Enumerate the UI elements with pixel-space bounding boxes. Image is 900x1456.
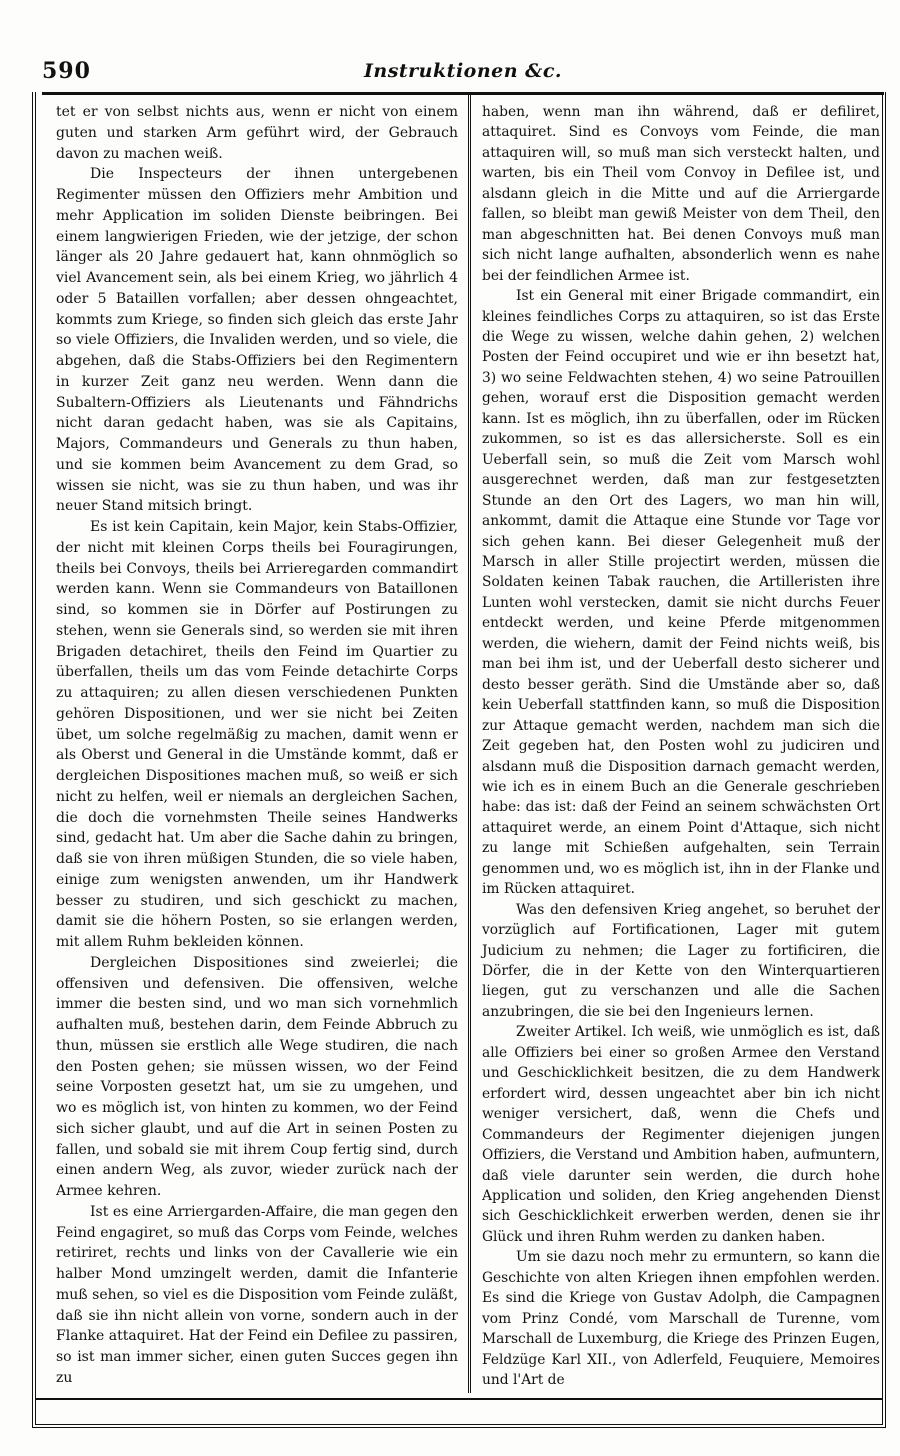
right-column (482, 102, 880, 1391)
left-paragraph-1: tet er von selbst nichts aus, wenn er nicht von einem guten und starken Arm geführt wird, der Gebrauch davon zu machen weiß. (56, 104, 458, 162)
left-column (56, 102, 458, 1389)
left-paragraph-3: Es ist kein Capitain, kein Major, kein Stabs-Offizier, der nicht mit kleinen Corps theils bei Fouragirungen, theils bei Convoys, theils bei Arrieregarden commandirt werden kann. Wenn sie Commandeurs von Bataillonen sind, so kommen sie in Dörfer auf Postirungen zu stehen, wenn sie Generals sind, so werden sie mit ihren Brigaden detachiret, theils den Feind im Quartier zu überfallen, theils um das vom Feinde detachirte Corps zu attaquiren; zu allen diesen verschiedenen Punkten gehören Dispositionen, und wer sie nicht bei Zeiten übet, um solche regelmäßig zu machen, damit wenn er als Oberst und General in die Umstände kommt, daß er dergleichen Dispositiones machen muß, so weiß er sich nicht zu helfen, weil er niemals an dergleichen Sachen, die doch die vornehmsten Theile seines Handwerks sind, gedacht hat. Um aber die Sache dahin zu bringen, daß sie von ihren müßigen Stunden, die so viele haben, einige zum wenigsten anwenden, um ihr Handwerk besser zu studiren, und sich geschickt zu machen, damit sie die höhern Posten, so sie erlangen werden, mit allem Ruhm bekleiden können. (56, 519, 458, 950)
running-title: Instruktionen &c. (364, 60, 562, 82)
bottom-rule (36, 1398, 882, 1400)
right-paragraph-5: Um sie dazu noch mehr zu ermuntern, so kann die Geschichte von alten Kriegen ihnen empfohlen werden. Es sind die Kriege von Gustav Adolph, die Campagnen vom Prinz Condé, vom Marschall de Turenne, vom Marschall de Luxemburg, die Kriege des Prinzen Eugen, Feldzüge Karl XII., von Adlerfeld, Feuquiere, Memoires und l'Art de (482, 1249, 880, 1389)
right-paragraph-2: Ist ein General mit einer Brigade commandirt, ein kleines feindliches Corps zu attaquiren, so ist das Erste die Wege zu wissen, welche dahin gehen, 2) welchen Posten der Feind occupiret und wie er ihn besetzt hat, 3) wo seine Feldwachten stehen, 4) wo seine Patrouillen gehen, worauf erst die Disposition gemacht werden kann. Ist es möglich, ihn zu überfallen, oder im Rücken zukommen, so ist es das allersicherste. Soll es ein Ueberfall sein, so muß die Zeit vom Marsch wohl ausgerechnet werden, daß man zur festgesetzten Stunde an den Ort des Lagers, wo man hin will, ankommt, damit die Attaque eine Stunde vor Tage vor sich gehen kann. Bei dieser Gelegenheit muß der Marsch in aller Stille projectirt werden, müssen die Soldaten keinen Tabak rauchen, die Artilleristen ihre Lunten wohl verstecken, damit sie nicht durchs Feuer entdeckt werden, und keine Pferde mitgenommen werden, die wiehern, damit der Feind nichts weiß, bis man bei ihm ist, und der Ueberfall desto sicherer und desto besser geräth. Sind die Umstände aber so, daß kein Ueberfall stattfinden kann, so muß die Disposition zur Attaque gemacht werden, nachdem man sich die Zeit gegeben hat, den Posten wohl zu judiciren und alsdann muß die Disposition darnach gemacht werden, wie ich es in einem Buch an die Generale geschrieben habe: das ist: daß der Feind an seinem schwächsten Ort attaquiret werde, an einem Point d'Attaque, sich nicht zu lange mit Schießen aufgehalten, sein Terrain genommen und, wo es möglich ist, ihn in der Flanke und im Rücken attaquiret. (482, 288, 880, 898)
left-paragraph-2: Die Inspecteurs der ihnen untergebenen Regimenter müssen den Offiziers mehr Ambition und mehr Application im soliden Dienste beibringen. Bei einem langwierigen Frieden, wie der jetzige, der schon länger als 20 Jahre gedauert hat, kann ohnmöglich so viel Avancement sein, als bei einem Krieg, wo jährlich 4 oder 5 Bataillen vorfallen; aber dessen ohngeachtet, kommts zum Kriege, so finden sich gleich das erste Jahr so viele Offiziers, die Invaliden werden, und so viele, die abgehen, daß die Stabs-Offiziers bei den Regimentern in kurzer Zeit ganz neu werden. Wenn dann die Subaltern-Offiziers als Lieutenants und Fähndrichs nicht daran gedacht haben, was sie als Capitains, Majors, Commandeurs und Generals zu thun haben, und sie kommen beim Avancement zu dem Grad, so wissen sie nicht, was sie zu thun haben, und was ihr neuer Stand mitsich bringt. (56, 166, 458, 515)
page-header (42, 58, 884, 90)
left-paragraph-4: Dergleichen Dispositiones sind zweierlei; die offensiven und defensiven. Die offensiven, welche immer die besten sind, und wo man sich vornehmlich aufhalten muß, bestehen darin, dem Feinde Abbruch zu thun, müssen sie erstlich alle Wege studiren, die nach den Posten gehen; sie müssen wissen, wo der Feind seine Vorposten gesetzt hat, um sie zu umgehen, und wo es möglich ist, von hinten zu kommen, wo der Feind sich sicher glaubt, und auf die Art in seinen Posten zu fallen, und sobald sie mit ihrem Coup fertig sind, durch einen andern Weg, als zuvor, wieder zurück nach der Armee kehren. (56, 954, 458, 1199)
right-paragraph-3: Was den defensiven Krieg angehet, so beruhet der vorzüglich auf Fortificationen, Lager mit gutem Judicium zu nehmen; die Lager zu fortificiren, die Dörfer, die in der Kette von den Winterquartieren liegen, gut zu verschanzen und alle die Sachen anzubringen, die sie bei den Ingenieurs lernen. (482, 901, 880, 1020)
right-paragraph-1: haben, wenn man ihn während, daß er defiliret, attaquiret. Sind es Convoys vom Feinde, die man attaquiren will, so muß man sich versteckt halten, und warten, bis ein Theil vom Convoy in Defilee ist, und alsdann gleich in die Mitte und auf die Arriergarde fallen, so bleibt man gewiß Meister von dem Theil, den man abgeschnitten hat. Bei denen Convoys muß man sich nicht lange aufhalten, absonderlich wenn es nahe bei der feindlichen Armee ist. (482, 104, 880, 284)
column-separator (468, 95, 471, 1393)
right-paragraph-4: Zweiter Artikel. Ich weiß, wie unmöglich es ist, daß alle Offiziers bei einer so großen Armee den Verstand und Geschicklichkeit besitzen, die zu dem Handwerk erfordert wird, dessen ungeachtet aber bin ich nicht weniger versichert, daß, wenn die Chefs und Commandeurs der Regimenter diejenigen jungen Offiziers, die Verstand und Ambition haben, aufmuntern, daß viele darunter sein werden, die durch hohe Application und soliden, den Krieg angehenden Dienst sich Geschicklichkeit erwerben werden, denen sie ihr Glück und ihren Ruhm werden zu danken haben. (482, 1024, 880, 1245)
page-number: 590 (42, 58, 91, 84)
left-paragraph-5: Ist es eine Arriergarden-Affaire, die man gegen den Feind engagiret, so muß das Corps vom Feinde, welches retiriret, rechts und links von der Cavallerie wie ein halber Mond umzingelt werden, damit die Infanterie muß sehen, so viel es die Disposition vom Feinde zuläßt, daß sie ihn nicht allein von vorne, sondern auch in der Flanke attaquiret. Hat der Feind ein Defilee zu passiren, so ist man immer sicher, einen guten Succes gegen ihn zu (56, 1203, 458, 1386)
